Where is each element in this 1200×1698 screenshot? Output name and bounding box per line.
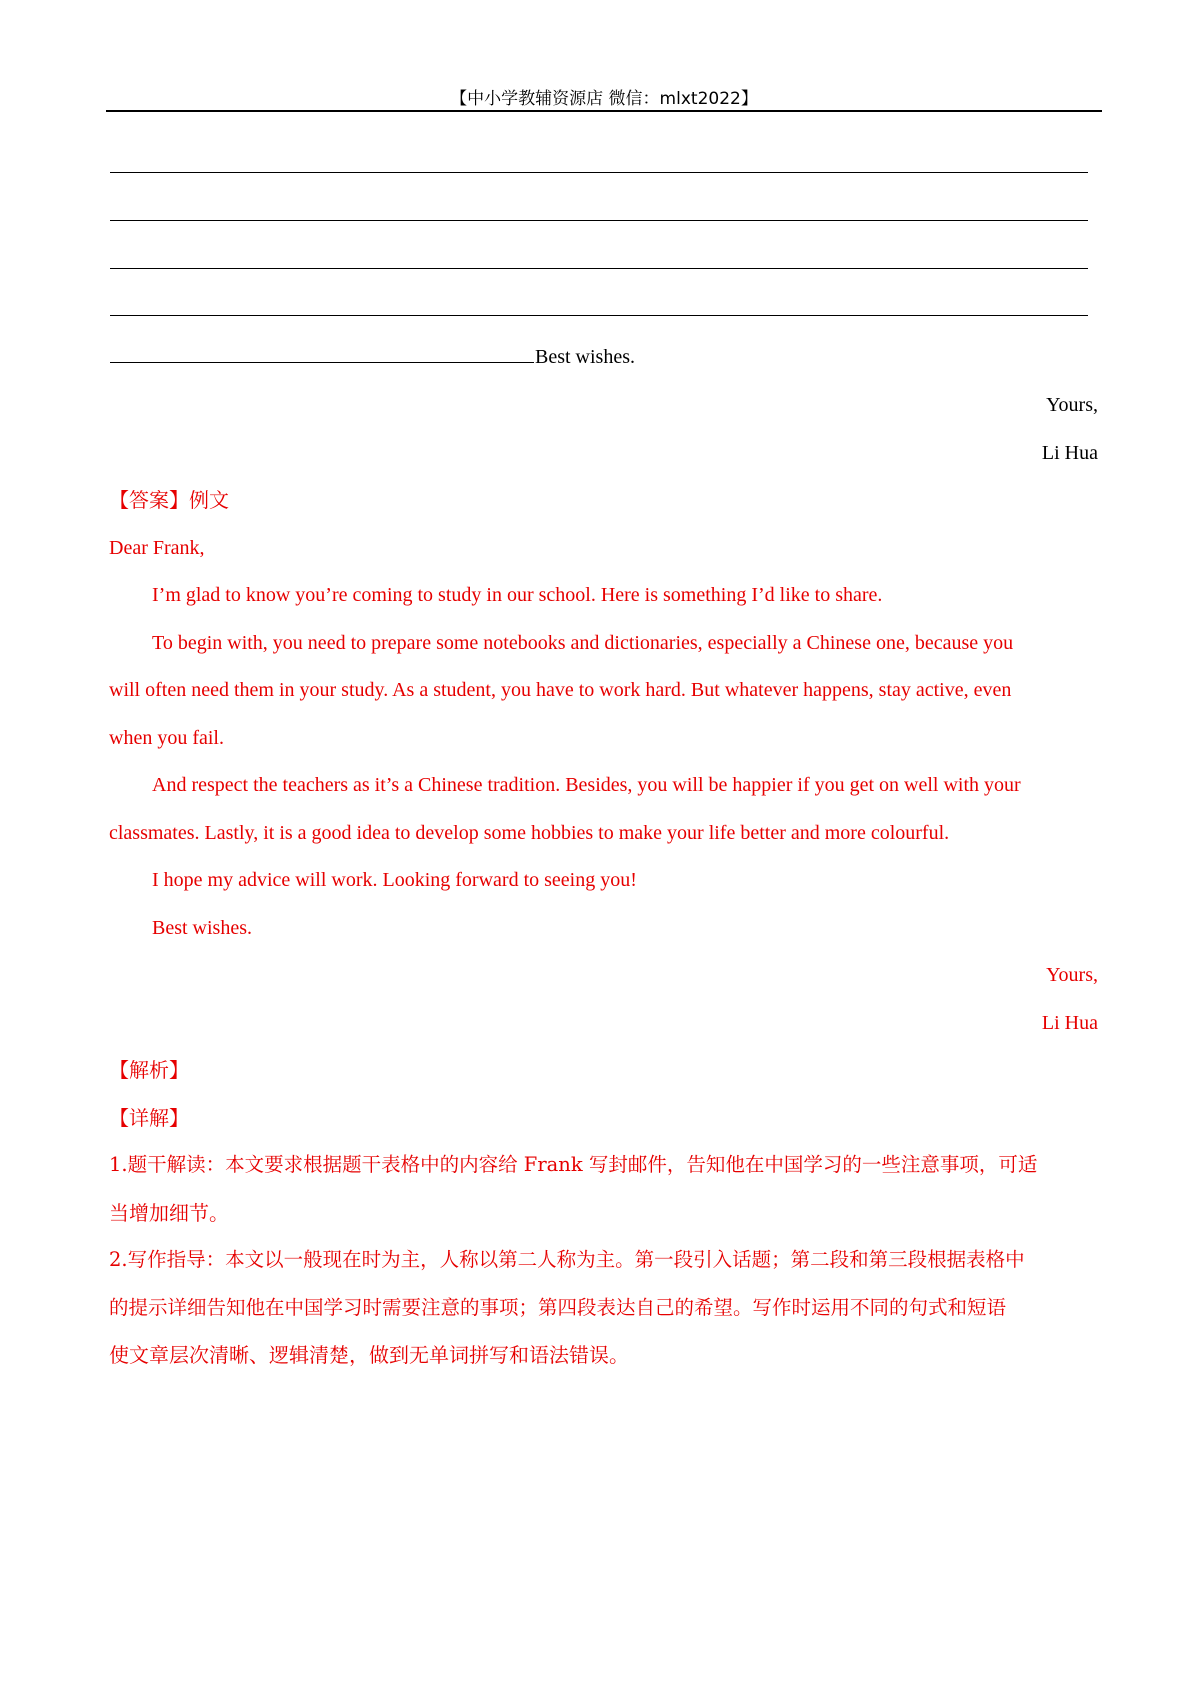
answer-paragraph-1: I’m glad to know you’re coming to study in our school. Here is something I’d like to share. bbox=[152, 584, 883, 606]
blank-writing-line-2 bbox=[110, 220, 1088, 221]
blank-writing-line-5 bbox=[110, 362, 534, 363]
answer-paragraph-2-line-2: will often need them in your study. As a student, you have to work hard. But whatever happens, stay active, even bbox=[109, 679, 1012, 701]
answer-closing: Yours, bbox=[1046, 964, 1098, 986]
answer-paragraph-3-line-1: And respect the teachers as it’s a Chinese tradition. Besides, you will be happier if you get on well with your bbox=[152, 774, 1021, 796]
answer-paragraph-2-line-1: To begin with, you need to prepare some notebooks and dictionaries, especially a Chinese one, because you bbox=[152, 632, 1014, 654]
blank-writing-line-4 bbox=[110, 315, 1088, 316]
template-sign-off: Best wishes. bbox=[535, 346, 635, 368]
blank-writing-line-1 bbox=[110, 172, 1088, 173]
header-rule bbox=[106, 110, 1102, 112]
answer-sign-off: Best wishes. bbox=[152, 917, 252, 939]
template-signature: Li Hua bbox=[1041, 442, 1098, 464]
analysis-point-2-line-2: 的提示详细告知他在中国学习时需要注意的事项；第四段表达自己的希望。写作时运用不同的句式和短语 bbox=[109, 1296, 1007, 1319]
template-closing: Yours, bbox=[1046, 394, 1098, 416]
detail-label: 【详解】 bbox=[109, 1106, 189, 1130]
analysis-point-1-line-1: 1.题干解读：本文要求根据题干表格中的内容给 Frank 写封邮件，告知他在中国学习的一些注意事项，可适 bbox=[109, 1153, 1038, 1176]
analysis-point-2-line-1: 2.写作指导：本文以一般现在时为主，人称以第二人称为主。第一段引入话题；第二段和第三段根据表格中 bbox=[109, 1248, 1025, 1271]
answer-label: 【答案】例文 bbox=[109, 488, 229, 512]
answer-paragraph-2-line-3: when you fail. bbox=[109, 727, 224, 749]
page-header: 【中小学教辅资源店 微信：mlxt2022】 bbox=[450, 89, 758, 109]
analysis-point-2-line-3: 使文章层次清晰、逻辑清楚，做到无单词拼写和语法错误。 bbox=[109, 1343, 629, 1367]
answer-paragraph-3-line-2: classmates. Lastly, it is a good idea to develop some hobbies to make your life better and more colourful. bbox=[109, 822, 950, 844]
answer-paragraph-4: I hope my advice will work. Looking forward to seeing you! bbox=[152, 869, 637, 891]
answer-signature: Li Hua bbox=[1041, 1012, 1098, 1034]
answer-salutation: Dear Frank, bbox=[109, 537, 205, 559]
blank-writing-line-3 bbox=[110, 268, 1088, 269]
analysis-point-1-line-2: 当增加细节。 bbox=[109, 1201, 229, 1225]
analysis-label: 【解析】 bbox=[109, 1058, 189, 1082]
